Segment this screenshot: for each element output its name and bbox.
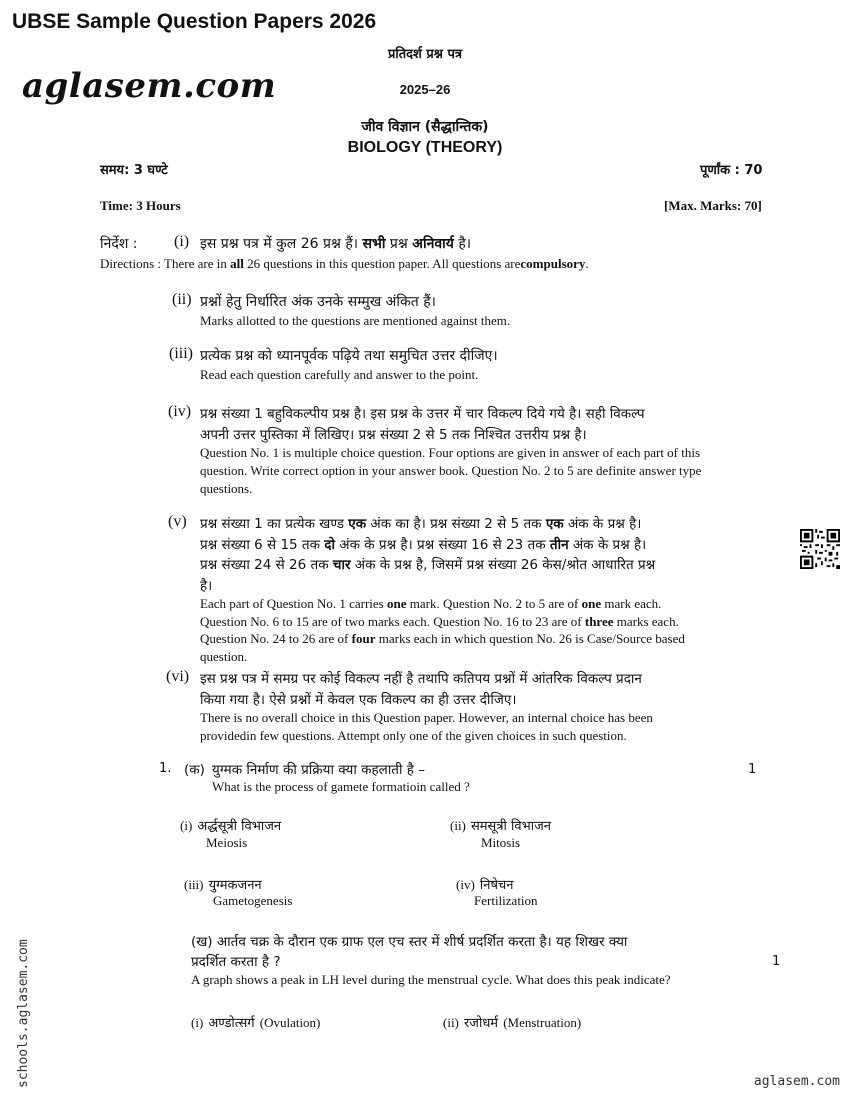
direction-6-hindi-line-2: किया गया है। ऐसे प्रश्नों में केवल एक विकल्प का ही उत्तर दीजिए।: [200, 692, 517, 708]
direction-1-english: Directions : There are in all 26 questions in this question paper. All questions arecompulsory.: [100, 256, 589, 271]
direction-4-english-line-2: question. Write correct option in your answer book. Question No. 2 to 5 are definite answer type: [200, 463, 702, 478]
side-watermark: schools.aglasem.com: [16, 939, 31, 1088]
option-1a-iv-english: Fertilization: [474, 893, 538, 908]
qr-code-icon: [800, 529, 840, 569]
option-1a-i: (i) अर्द्धसूत्री विभाजन: [180, 818, 282, 834]
direction-1-hindi: इस प्रश्न पत्र में कुल 26 प्रश्न हैं। सभी प्रश्न अनिवार्य है।: [200, 236, 472, 252]
site-logo: aglasem.com: [22, 66, 277, 106]
directions-label: निर्देश :: [100, 236, 138, 252]
marks-english: [Max. Marks: 70]: [664, 198, 762, 213]
paper-type-hindi: प्रतिदर्श प्रश्न पत्र: [387, 47, 463, 62]
option-1a-ii-english: Mitosis: [481, 835, 521, 850]
option-1a-ii: (ii) समसूत्री विभाजन: [450, 818, 551, 834]
direction-5-english-line-4: question.: [200, 649, 248, 664]
direction-4-number: (iv): [168, 403, 192, 420]
direction-2-number: (ii): [172, 291, 192, 308]
option-1b-ii: (ii) रजोधर्म (Menstruation): [443, 1015, 582, 1031]
option-1a-iv: (iv) निषेचन: [456, 877, 514, 893]
option-1a-iii: (iii) युग्मकजनन: [184, 877, 262, 893]
question-1b-marks: 1: [772, 954, 781, 969]
page-banner: UBSE Sample Question Papers 2026: [12, 10, 377, 33]
marks-hindi: पूर्णांक : 70: [700, 163, 763, 178]
question-1a-marks: 1: [748, 762, 757, 777]
direction-3-english: Read each question carefully and answer to the point.: [200, 367, 479, 382]
direction-2-hindi: प्रश्नों हेतु निर्धारित अंक उनके सम्मुख अंकित हैं।: [200, 294, 436, 310]
question-1b-hindi-line-2: प्रदर्शित करता है ?: [191, 954, 281, 970]
direction-4-hindi-line-2: अपनी उत्तर पुस्तिका में लिखिए। प्रश्न संख्या 2 से 5 तक निश्चित उत्तरीय प्रश्न है।: [200, 427, 587, 443]
paper-year: 2025–26: [399, 82, 451, 97]
footer-watermark: aglasem.com: [753, 1074, 840, 1089]
direction-6-english-line-2: providedin few questions. Attempt only one of the given choices in such question.: [200, 728, 627, 743]
direction-5-hindi-line-2: प्रश्न संख्या 6 से 15 तक दो अंक के प्रश्न है। प्रश्न संख्या 16 से 23 तक तीन अंक के प्रश्न है।: [200, 537, 647, 553]
direction-1-number: (i): [174, 233, 190, 250]
question-1a-label: (क): [184, 762, 205, 778]
question-1b-english: A graph shows a peak in LH level during the menstrual cycle. What does this peak indicate?: [191, 972, 671, 987]
time-english: Time: 3 Hours: [100, 198, 181, 213]
question-1a-english: What is the process of gamete formatioin called ?: [212, 779, 470, 794]
direction-5-number: (v): [168, 513, 187, 530]
option-1b-i: (i) अण्डोत्सर्ग (Ovulation): [191, 1015, 321, 1031]
time-hindi: समय: 3 घण्टे: [100, 163, 168, 178]
direction-2-english: Marks allotted to the questions are mentioned against them.: [200, 313, 511, 328]
subject-english: BIOLOGY (THEORY): [347, 139, 503, 156]
direction-3-number: (iii): [169, 345, 193, 362]
subject-hindi: जीव विज्ञान (सैद्धान्तिक): [361, 119, 489, 135]
direction-6-number: (vi): [166, 668, 190, 685]
question-1-number: 1.: [159, 761, 172, 776]
direction-4-hindi-line-1: प्रश्न संख्या 1 बहुविकल्पीय प्रश्न है। इस प्रश्न के उत्तर में चार विकल्प दिये गये है। सही विकल्प: [200, 406, 645, 422]
direction-5-english-line-1: Each part of Question No. 1 carries one mark. Question No. 2 to 5 are of one mark each.: [200, 596, 662, 611]
question-1a-hindi: युग्मक निर्माण की प्रक्रिया क्या कहलाती है –: [212, 762, 426, 778]
option-1a-i-english: Meiosis: [206, 835, 248, 850]
direction-3-hindi: प्रत्येक प्रश्न को ध्यानपूर्वक पढ़िये तथा समुचित उत्तर दीजिए।: [200, 348, 498, 364]
direction-5-hindi-line-4: है।: [200, 578, 213, 594]
option-1a-iii-english: Gametogenesis: [213, 893, 293, 908]
direction-4-english-line-1: Question No. 1 is multiple choice question. Four options are given in answer of each part of this: [200, 445, 701, 460]
direction-5-english-line-2: Question No. 6 to 15 are of two marks each. Question No. 16 to 23 are of three marks each.: [200, 614, 679, 629]
direction-5-english-line-3: Question No. 24 to 26 are of four marks each in which question No. 26 is Case/Source based: [200, 631, 685, 646]
direction-5-hindi-line-3: प्रश्न संख्या 24 से 26 तक चार अंक के प्रश्न है, जिसमें प्रश्न संख्या 26 केस/श्रोत आधारित प्रश्न: [200, 557, 656, 573]
direction-6-english-line-1: There is no overall choice in this Question paper. However, an internal choice has been: [200, 710, 653, 725]
direction-5-hindi-line-1: प्रश्न संख्या 1 का प्रत्येक खण्ड एक अंक का है। प्रश्न संख्या 2 से 5 तक एक अंक के प्रश्न है।: [200, 516, 642, 532]
direction-6-hindi-line-1: इस प्रश्न पत्र में समग्र पर कोई विकल्प नहीं है तथापि कतिपय प्रश्नों में आंतरिक विकल्प प्रदान: [200, 671, 642, 687]
direction-4-english-line-3: questions.: [200, 481, 253, 496]
question-1b-hindi-line-1: (ख) आर्तव चक्र के दौरान एक ग्राफ एल एच स्तर में शीर्ष प्रदर्शित करता है। यह शिखर क्या: [191, 934, 628, 950]
